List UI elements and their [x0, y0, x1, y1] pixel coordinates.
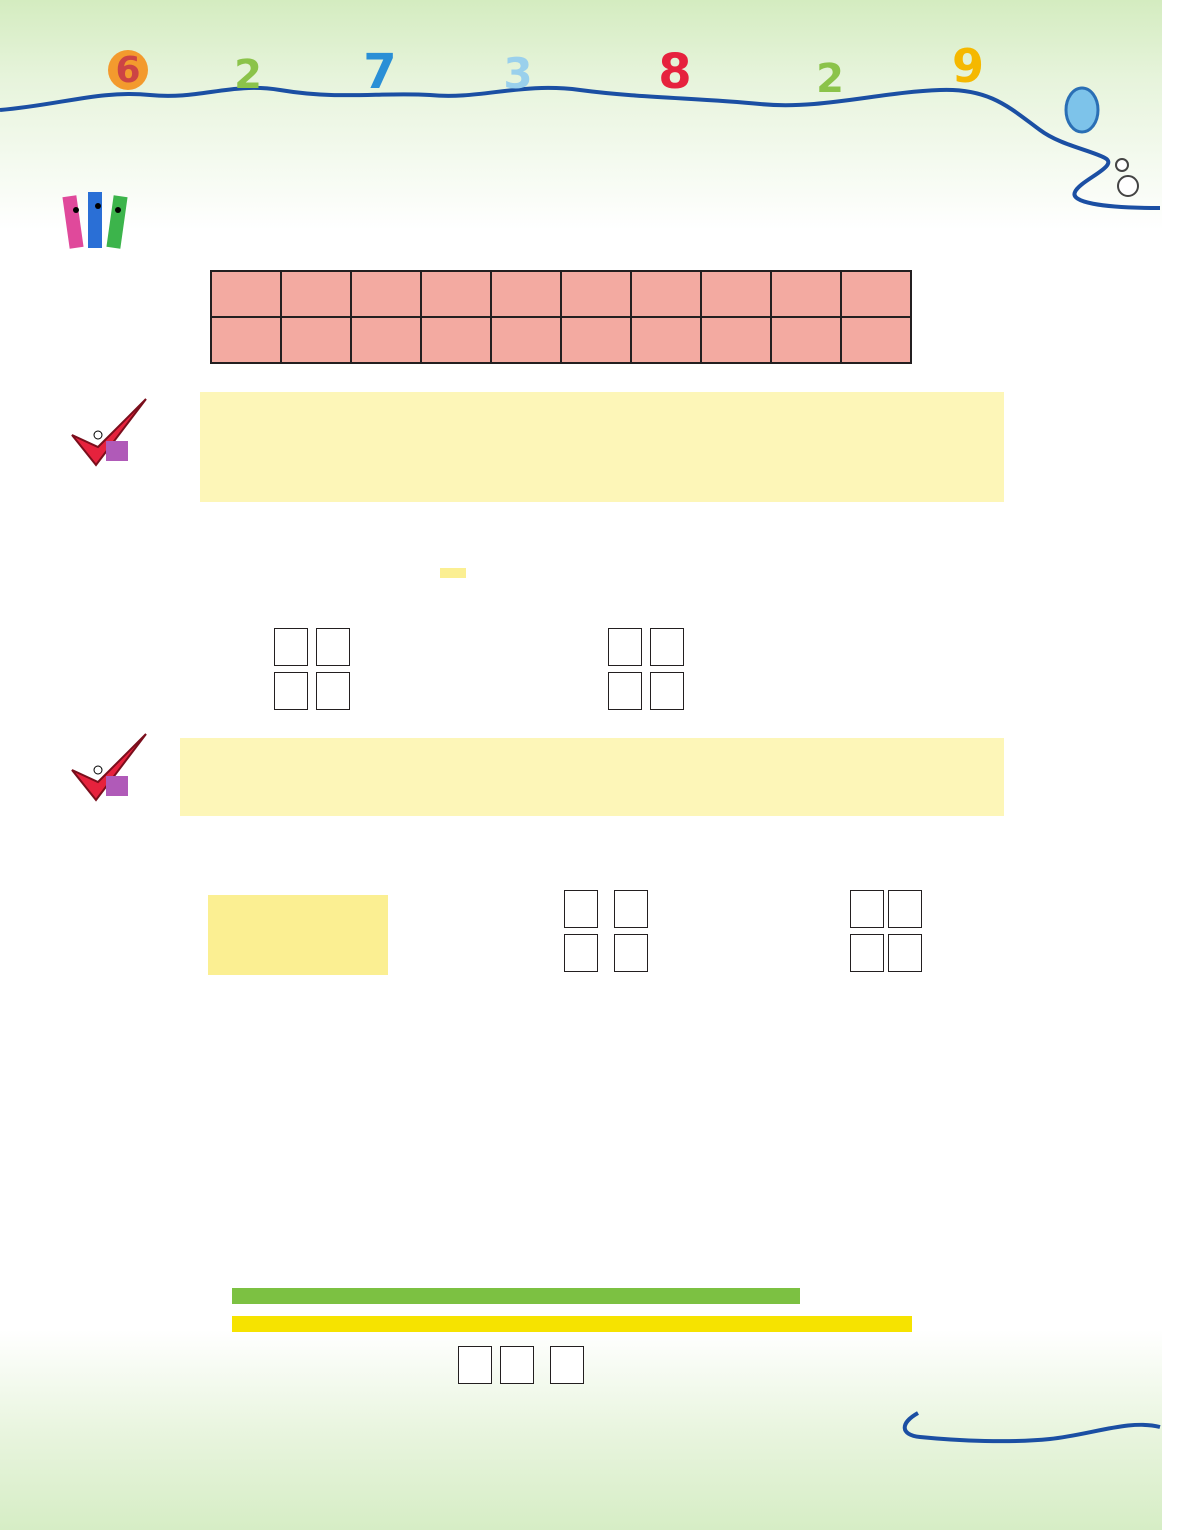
- svg-text:2: 2: [816, 56, 844, 102]
- checkmark-mascot-icon: [62, 730, 152, 808]
- svg-text:2: 2: [234, 52, 262, 98]
- table-cell: [491, 271, 561, 317]
- task5-equation: [454, 1346, 588, 1384]
- table-cell: [631, 317, 701, 363]
- page-edge: [1162, 0, 1190, 1530]
- answer-box[interactable]: [650, 672, 684, 710]
- checkmark-mascot-icon: [62, 395, 152, 473]
- dancing-digit-7-icon: [363, 44, 396, 100]
- rule1-note: [200, 392, 1004, 502]
- answer-box[interactable]: [850, 934, 884, 972]
- answer-box[interactable]: [458, 1346, 492, 1384]
- answer-box[interactable]: [316, 628, 350, 666]
- answer-box[interactable]: [888, 934, 922, 972]
- table-cell: [701, 317, 771, 363]
- task2-item: [270, 628, 354, 666]
- answer-box[interactable]: [274, 628, 308, 666]
- svg-text:9: 9: [951, 39, 985, 93]
- table-cell: [211, 271, 281, 317]
- answer-box[interactable]: [650, 628, 684, 666]
- table-cell: [561, 271, 631, 317]
- answer-box[interactable]: [608, 672, 642, 710]
- answer-box[interactable]: [564, 934, 598, 972]
- rule2-note: [180, 738, 1004, 816]
- task2-example: [440, 568, 466, 578]
- task2-item: [604, 628, 688, 666]
- table-row: [211, 271, 911, 317]
- task2-item: [604, 672, 688, 710]
- numbers-table: [210, 270, 912, 364]
- dancing-digit-6-icon: [108, 50, 148, 91]
- answer-box[interactable]: [500, 1346, 534, 1384]
- task3-item: [560, 934, 652, 972]
- svg-text:8: 8: [658, 44, 692, 100]
- svg-text:6: 6: [115, 50, 141, 91]
- dancing-digit-3-icon: [503, 49, 532, 98]
- table-cell: [281, 317, 351, 363]
- table-cell: [771, 271, 841, 317]
- task3-examples: [208, 895, 388, 975]
- pottery-illustration: [180, 1100, 1010, 1190]
- header-wave: [0, 88, 1160, 208]
- table-cell: [491, 317, 561, 363]
- answer-box[interactable]: [316, 672, 350, 710]
- dancing-digit-0-icon: [1066, 88, 1098, 132]
- table-cell: [631, 271, 701, 317]
- task3-item: [848, 890, 924, 928]
- yellow-strip: [232, 1316, 912, 1332]
- table-cell: [351, 317, 421, 363]
- table-cell: [351, 271, 421, 317]
- table-cell: [561, 317, 631, 363]
- pencils-icon: [58, 186, 142, 266]
- table-cell: [211, 317, 281, 363]
- dancing-digit-8-icon: [658, 44, 691, 100]
- table-row: [211, 317, 911, 363]
- answer-box[interactable]: [608, 628, 642, 666]
- footer-wave: [890, 1405, 1165, 1455]
- table-cell: [841, 271, 911, 317]
- answer-box[interactable]: [888, 890, 922, 928]
- svg-text:7: 7: [363, 44, 397, 100]
- answer-box[interactable]: [564, 890, 598, 928]
- table-cell: [421, 271, 491, 317]
- task3-item: [560, 890, 652, 928]
- answer-box[interactable]: [614, 890, 648, 928]
- svg-text:3: 3: [503, 49, 533, 98]
- table-cell: [701, 271, 771, 317]
- dancing-digit-9-icon: [952, 39, 984, 93]
- dancing-digit-2-icon: [234, 52, 262, 98]
- table-cell: [771, 317, 841, 363]
- task3-item: [848, 934, 924, 972]
- table-cell: [421, 317, 491, 363]
- header-decoration: [0, 20, 1190, 220]
- answer-box[interactable]: [850, 890, 884, 928]
- mouse-icon: [1116, 159, 1138, 196]
- answer-box[interactable]: [274, 672, 308, 710]
- answer-box[interactable]: [614, 934, 648, 972]
- table-cell: [281, 271, 351, 317]
- table-cell: [841, 317, 911, 363]
- dancing-digit-2b-icon: [816, 56, 844, 102]
- green-strip: [232, 1288, 800, 1304]
- answer-box[interactable]: [550, 1346, 584, 1384]
- task2-item: [270, 672, 354, 710]
